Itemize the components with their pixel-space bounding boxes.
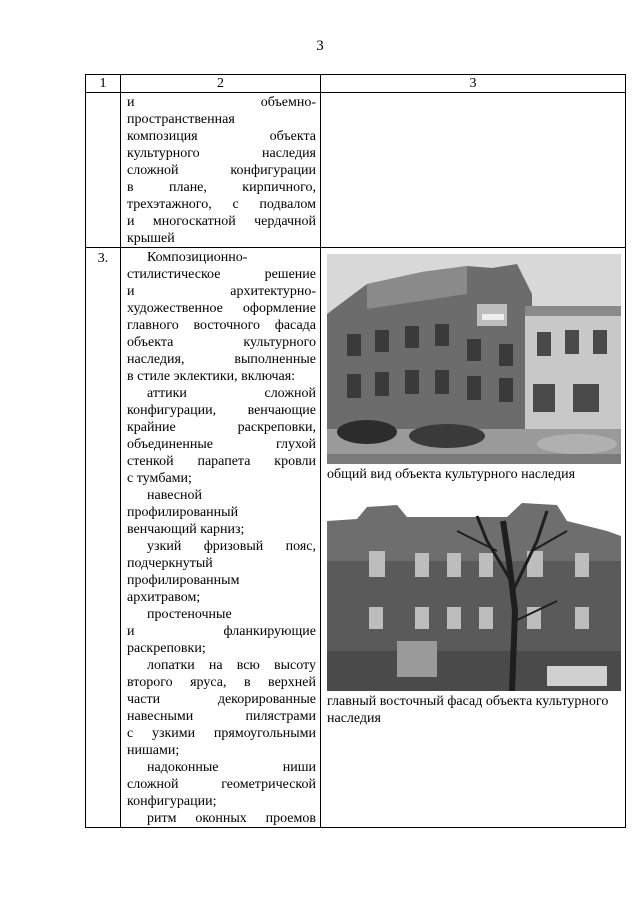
text-line: конфигурации; [127, 794, 217, 809]
east-facade-photo [327, 501, 621, 691]
row2-number-cell: 3. [86, 248, 121, 828]
row1-number-cell [86, 93, 121, 248]
row2-text [121, 248, 320, 827]
text-line: крышей [127, 231, 175, 246]
text-line: сложной конфигурации [127, 163, 316, 178]
text-line: с узкими прямоугольными [127, 726, 316, 741]
header-cell-2: 2 [121, 75, 321, 93]
text-line: части декорированные [127, 692, 316, 707]
table-row [86, 93, 626, 248]
header-cell-3: 3 [321, 75, 626, 93]
text-line: аттики сложной [147, 386, 316, 401]
page-number: 3 [316, 38, 324, 54]
text-line: и объемно- [127, 95, 316, 110]
table-row [86, 248, 626, 828]
text-line: крайние раскреповки, [127, 420, 316, 435]
text-line: простеночные [147, 607, 232, 622]
text-line: подчеркнутый [127, 556, 213, 571]
text-line: навесной [147, 488, 202, 503]
text-line: и многоскатной чердачной [127, 214, 316, 229]
text-line: культурного наследия [127, 146, 316, 161]
text-line: второго яруса, в верхней [127, 675, 316, 690]
text-line: в стиле эклектики, включая: [127, 369, 296, 384]
building-general-view-photo [327, 254, 621, 464]
text-line: Композиционно- [147, 250, 248, 265]
text-line: композиция объекта [127, 129, 316, 144]
text-line: надоконные ниши [147, 760, 316, 775]
text-line: трехэтажного, с подвалом [127, 197, 316, 212]
text-line: профилированный [127, 505, 239, 520]
text-line: наследия, выполненные [127, 352, 316, 367]
row2-description-cell [121, 248, 321, 828]
photo2-caption: главный восточный фасад объекта культурного наследия [327, 694, 609, 726]
text-line: стенкой парапета кровли [127, 454, 316, 469]
text-line: лопатки на всю высоту [147, 658, 316, 673]
text-line: и фланкирующие [127, 624, 316, 639]
text-line: сложной геометрической [127, 777, 316, 792]
row2-photo-cell [321, 248, 626, 828]
text-line: ритм оконных проемов [147, 811, 316, 826]
row1-photo-cell [321, 93, 626, 248]
text-line: раскреповки; [127, 641, 206, 656]
text-line: главного восточного фасада [127, 318, 316, 333]
text-line: художественное оформление [127, 301, 316, 316]
text-line: объекта культурного [127, 335, 316, 350]
text-line: конфигурации, венчающие [127, 403, 316, 418]
text-line: объединенные глухой [127, 437, 316, 452]
row1-text [121, 93, 320, 247]
text-line: навесными пилястрами [127, 709, 316, 724]
text-line: стилистическое решение [127, 267, 316, 282]
heritage-table [85, 74, 626, 828]
text-line: нишами; [127, 743, 180, 758]
photo1-caption: общий вид объекта культурного наследия [327, 467, 576, 482]
text-line: архитравом; [127, 590, 201, 605]
header-cell-1: 1 [86, 75, 121, 93]
text-line: пространственная [127, 112, 235, 127]
text-line: профилированным [127, 573, 240, 588]
table-header-row [86, 75, 626, 93]
row1-description-cell [121, 93, 321, 248]
text-line: в плане, кирпичного, [127, 180, 316, 195]
text-line: и архитектурно- [127, 284, 316, 299]
text-line: венчающий карниз; [127, 522, 245, 537]
text-line: с тумбами; [127, 471, 192, 486]
text-line: узкий фризовый пояс, [147, 539, 316, 554]
